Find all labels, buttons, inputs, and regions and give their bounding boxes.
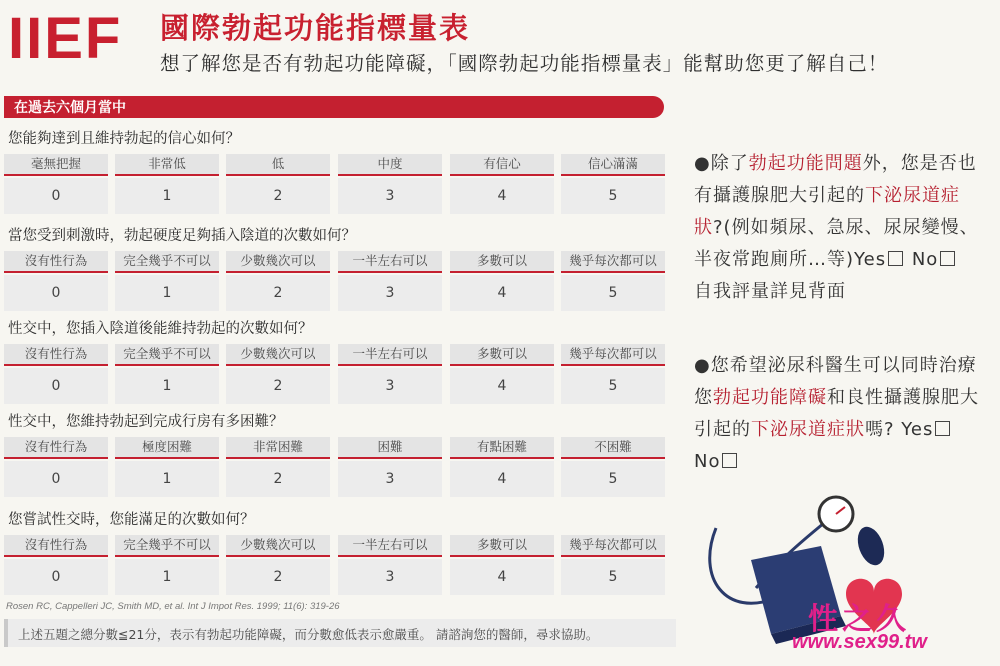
answer-option[interactable]: 幾乎每次都可以: [561, 344, 665, 366]
side-text: ●您希望泌尿科醫生可以同時治療您: [694, 355, 977, 408]
answer-option[interactable]: 完全幾乎不可以: [115, 344, 219, 366]
score-cell[interactable]: 5: [561, 461, 665, 497]
yes-checkbox[interactable]: [888, 251, 903, 266]
score-cell[interactable]: 2: [226, 368, 330, 404]
page-subtitle: 想了解您是否有勃起功能障礙，「國際勃起功能指標量表」能幫助您更了解自己！: [160, 52, 889, 75]
score-cell[interactable]: 4: [450, 178, 554, 214]
side-question-luts: [694, 148, 980, 308]
answer-option[interactable]: 一半左右可以: [338, 344, 442, 366]
answer-option[interactable]: 沒有性行為: [4, 535, 108, 557]
score-cell[interactable]: 5: [561, 275, 665, 311]
score-cell[interactable]: 4: [450, 275, 554, 311]
question-text: 您嘗試性交時，您能滿足的次數如何？: [8, 512, 255, 528]
answer-option[interactable]: 多數可以: [450, 344, 554, 366]
score-cell[interactable]: 4: [450, 559, 554, 595]
question-text: 性交中，您維持勃起到完成行房有多困難？: [8, 414, 284, 430]
question-text: 您能夠達到且維持勃起的信心如何？: [8, 131, 240, 147]
answer-option[interactable]: 有信心: [450, 154, 554, 176]
answer-option[interactable]: 完全幾乎不可以: [115, 535, 219, 557]
side-text: 和良性攝護腺肥大引起的: [694, 387, 979, 440]
section-header: [4, 96, 664, 118]
answer-option[interactable]: 非常低: [115, 154, 219, 176]
answer-option[interactable]: 幾乎每次都可以: [561, 535, 665, 557]
answer-option[interactable]: 完全幾乎不可以: [115, 251, 219, 273]
score-cell[interactable]: 2: [226, 275, 330, 311]
answer-option[interactable]: 沒有性行為: [4, 437, 108, 459]
no-label: No: [911, 249, 939, 270]
side-text: 嗎?: [865, 419, 895, 440]
side-text: 外，您是否也有攝護腺肥大引起的: [694, 153, 977, 206]
section-label: 在過去六個月當中: [14, 100, 126, 116]
side-text: 自我評量詳見背面: [694, 281, 846, 302]
score-cell[interactable]: 3: [338, 461, 442, 497]
answer-option[interactable]: 沒有性行為: [4, 251, 108, 273]
answer-option[interactable]: 少數幾次可以: [226, 344, 330, 366]
side-highlight: 勃起功能障礙: [713, 387, 827, 408]
side-highlight: 下泌尿道症狀: [694, 185, 960, 238]
answer-option[interactable]: 信心滿滿: [561, 154, 665, 176]
answer-option[interactable]: 低: [226, 154, 330, 176]
score-cell[interactable]: 3: [338, 178, 442, 214]
score-note-text: 上述五題之總分數≦21分，表示有勃起功能障礙，而分數愈低表示愈嚴重。 請諮詢您的醫師，尋求協助。: [18, 627, 599, 642]
page-title: 國際勃起功能指標量表: [160, 11, 471, 45]
score-cell[interactable]: 3: [338, 368, 442, 404]
brand-url: www.sex99.tw: [792, 631, 927, 653]
score-cell[interactable]: 5: [561, 368, 665, 404]
score-cell[interactable]: 0: [4, 461, 108, 497]
score-cell[interactable]: 3: [338, 275, 442, 311]
score-cell[interactable]: 0: [4, 275, 108, 311]
question-text: 當您受到刺激時，勃起硬度足夠插入陰道的次數如何？: [8, 228, 356, 244]
answer-option[interactable]: 有點困難: [450, 437, 554, 459]
side-text: ●除了: [694, 153, 749, 174]
answer-option[interactable]: 沒有性行為: [4, 344, 108, 366]
score-cell[interactable]: 2: [226, 178, 330, 214]
score-cell[interactable]: 0: [4, 368, 108, 404]
answer-option[interactable]: 困難: [338, 437, 442, 459]
answer-option[interactable]: 幾乎每次都可以: [561, 251, 665, 273]
score-cell[interactable]: 4: [450, 368, 554, 404]
brand-name: 性之久: [808, 602, 910, 637]
answer-option[interactable]: 一半左右可以: [338, 535, 442, 557]
no-label: No: [694, 451, 721, 472]
score-cell[interactable]: 2: [226, 559, 330, 595]
score-cell[interactable]: 0: [4, 559, 108, 595]
yes-label: Yes: [901, 419, 934, 440]
answer-option[interactable]: 少數幾次可以: [226, 535, 330, 557]
score-note: [4, 619, 676, 647]
pump-bulb: [853, 523, 889, 569]
answer-option[interactable]: 少數幾次可以: [226, 251, 330, 273]
score-cell[interactable]: 1: [115, 275, 219, 311]
score-cell[interactable]: 5: [561, 178, 665, 214]
iief-logo: IIEF: [8, 6, 123, 71]
score-cell[interactable]: 1: [115, 368, 219, 404]
side-question-treatment: [694, 350, 980, 478]
score-cell[interactable]: 1: [115, 178, 219, 214]
score-cell[interactable]: 0: [4, 178, 108, 214]
answer-option[interactable]: 一半左右可以: [338, 251, 442, 273]
answer-option[interactable]: 極度困難: [115, 437, 219, 459]
answer-option[interactable]: 中度: [338, 154, 442, 176]
answer-option[interactable]: 不困難: [561, 437, 665, 459]
answer-option[interactable]: 毫無把握: [4, 154, 108, 176]
side-highlight: 下泌尿道症狀: [751, 419, 865, 440]
score-cell[interactable]: 2: [226, 461, 330, 497]
yes-checkbox[interactable]: [935, 421, 950, 436]
side-highlight: 勃起功能問題: [748, 153, 863, 174]
score-cell[interactable]: 5: [561, 559, 665, 595]
no-checkbox[interactable]: [940, 251, 955, 266]
citation: Rosen RC, Cappelleri JC, Smith MD, et al. Int J Impot Res. 1999; 11(6): 319-26: [6, 601, 340, 612]
answer-option[interactable]: 非常困難: [226, 437, 330, 459]
side-text: ?(例如頻尿、急尿、尿尿變慢、半夜常跑廁所…等): [694, 217, 979, 270]
question-text: 性交中，您插入陰道後能維持勃起的次數如何？: [8, 321, 313, 337]
no-checkbox[interactable]: [722, 453, 737, 468]
score-cell[interactable]: 3: [338, 559, 442, 595]
yes-label: Yes: [854, 249, 887, 270]
score-cell[interactable]: 4: [450, 461, 554, 497]
score-cell[interactable]: 1: [115, 559, 219, 595]
answer-option[interactable]: 多數可以: [450, 251, 554, 273]
score-cell[interactable]: 1: [115, 461, 219, 497]
answer-option[interactable]: 多數可以: [450, 535, 554, 557]
